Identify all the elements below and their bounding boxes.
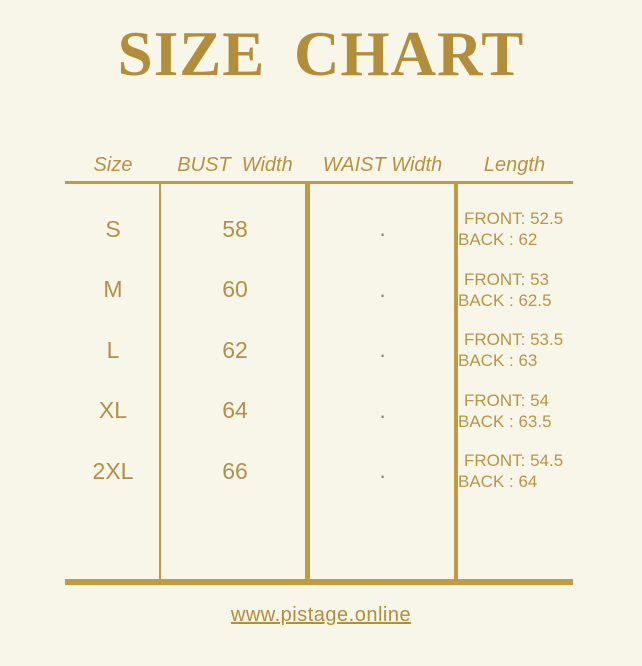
bust-value: 64	[222, 397, 248, 424]
waist-value: .	[379, 337, 386, 363]
table-row-2xl	[65, 441, 573, 502]
length-back: BACK : 62.5	[458, 290, 552, 310]
waist-value: .	[379, 216, 386, 242]
length-back: BACK : 62	[458, 230, 538, 250]
length-front: FRONT: 54.5	[464, 451, 564, 471]
length-front: FRONT: 53.5	[464, 330, 564, 350]
size-value: S	[105, 215, 121, 242]
length-front: FRONT: 53	[464, 269, 550, 289]
size-value: M	[103, 276, 123, 303]
length-back: BACK : 64	[458, 472, 538, 492]
length-front: FRONT: 54	[464, 390, 550, 410]
table-row-m	[65, 260, 573, 321]
header-size: Size	[93, 154, 133, 176]
length-back: BACK : 63	[458, 351, 538, 371]
column-divider-2	[305, 184, 310, 579]
size-value: 2XL	[92, 457, 134, 484]
page-title: SIZE CHART	[117, 19, 525, 89]
waist-value: .	[379, 458, 386, 484]
header-waist-width: WAIST Width	[322, 154, 443, 176]
table-body	[65, 181, 573, 585]
size-table	[65, 150, 573, 585]
column-divider-1	[159, 184, 161, 579]
length-value	[456, 208, 573, 250]
waist-value: .	[379, 397, 386, 423]
length-back: BACK : 63.5	[458, 411, 552, 431]
bust-value: 62	[222, 336, 248, 363]
table-row-s	[65, 199, 573, 260]
waist-value: .	[379, 276, 386, 302]
bust-value: 58	[222, 215, 248, 242]
website-link[interactable]: www.pistage.online	[230, 604, 412, 626]
length-value	[456, 390, 573, 432]
table-row-l	[65, 320, 573, 381]
size-value: XL	[98, 397, 128, 424]
footer	[0, 604, 642, 627]
length-value	[456, 450, 573, 492]
length-front: FRONT: 52.5	[464, 209, 564, 229]
header-bust-width: BUST Width	[177, 154, 293, 176]
table-row-xl	[65, 381, 573, 442]
size-value: L	[106, 336, 120, 363]
length-value	[456, 329, 573, 371]
header-length: Length	[483, 154, 546, 176]
length-value	[456, 269, 573, 311]
bust-value: 66	[222, 457, 248, 484]
column-divider-3	[454, 184, 458, 579]
table-header-row	[65, 150, 573, 181]
bust-value: 60	[222, 276, 248, 303]
